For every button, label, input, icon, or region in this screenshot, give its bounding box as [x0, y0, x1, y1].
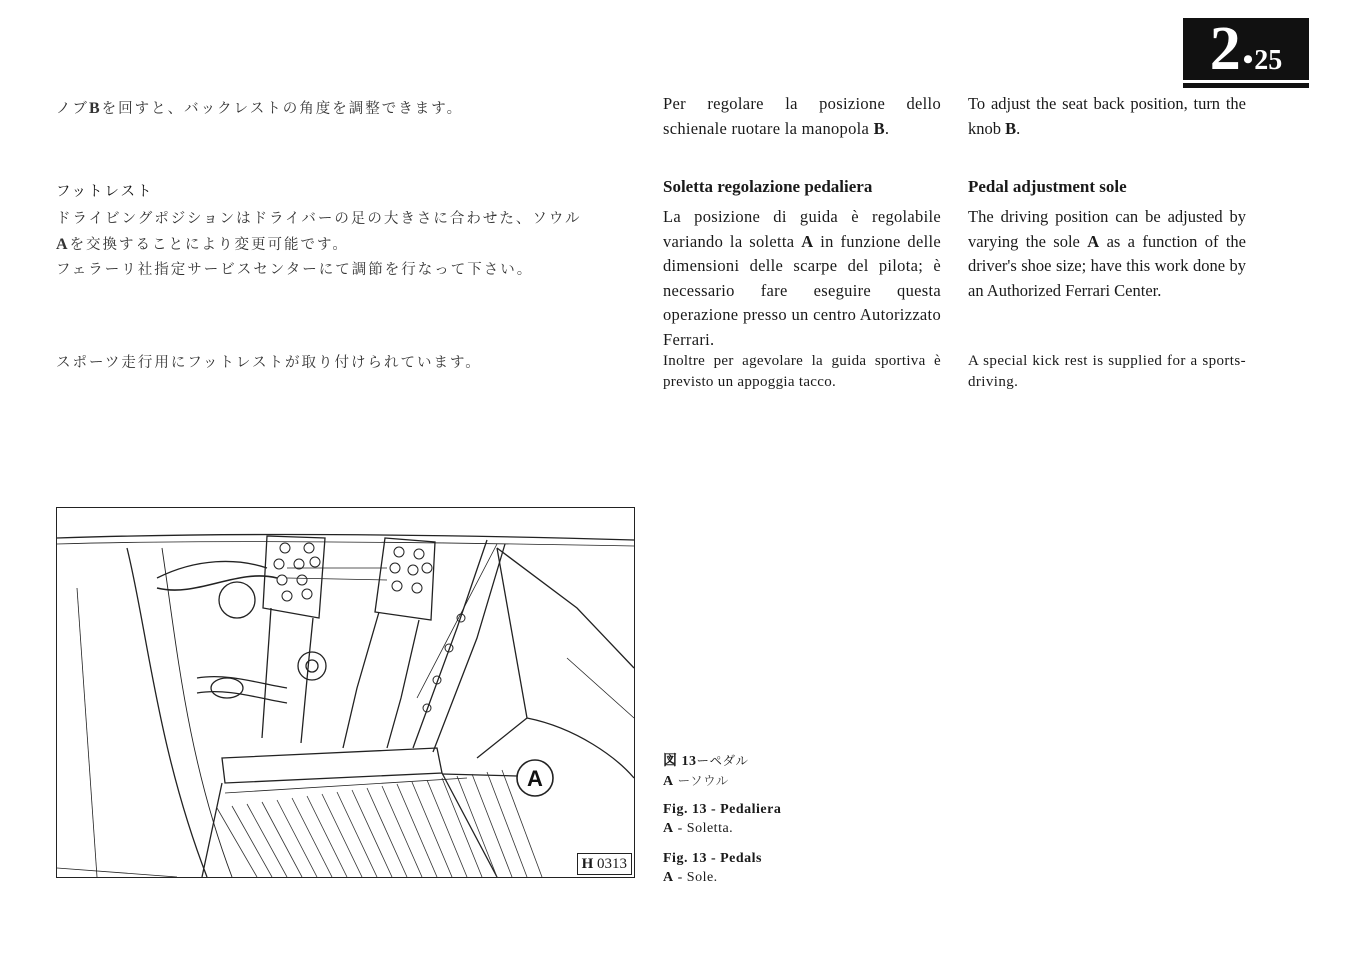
- jp-footrest-heading: フットレスト: [56, 184, 154, 200]
- jp-caption: 図 13ーペダル A ーソウル: [663, 753, 749, 789]
- header-rule: [1183, 83, 1309, 88]
- chapter-dot: •: [1242, 43, 1254, 76]
- en-kick-rest-text: A special kick rest is supplied for a sports-driving.: [968, 353, 1246, 390]
- page-number: 25: [1254, 45, 1283, 76]
- pedal-illustration: [57, 508, 634, 877]
- pedal-figure: [56, 507, 635, 878]
- en-heading: Pedal adjustment sole: [968, 177, 1127, 196]
- jp-footrest-text: ドライビングポジションはドライバーの足の大きさに合わせた、ソウル Aを交換することにより変更可能です。 フェラーリ社指定サービスセンターにて調節を行なって下さい。: [56, 211, 582, 278]
- it-body-text: La posizione di guida è regolabile variando la soletta A in funzione delle dimensioni delle scarpe del pilota; è necessario fare eseguire questa operazione presso un centro Autorizzato Ferrari.: [663, 207, 941, 349]
- figure-code: H 0313: [577, 853, 632, 875]
- figure-callout-a: A: [527, 766, 543, 791]
- page-number-badge: [1183, 15, 1309, 83]
- it-seat-back-text: Per regolare la posizione dello schienale ruotare la manopola B.: [663, 94, 941, 138]
- it-heading: Soletta regolazione pedaliera: [663, 177, 873, 196]
- chapter-number: 2: [1209, 15, 1240, 83]
- it-caption: Fig. 13 - Pedaliera A - Soletta.: [663, 802, 782, 836]
- en-body-text: The driving position can be adjusted by varying the sole A as a function of the driver's shoe size; have this work done by an Authorized Ferrari Center.: [968, 207, 1247, 300]
- jp-kick-rest-text: スポーツ走行用にフットレストが取り付けられています。: [56, 355, 482, 371]
- en-caption: Fig. 13 - Pedals A - Sole.: [663, 851, 762, 885]
- en-seat-back-text: To adjust the seat back position, turn the knob B.: [968, 94, 1246, 138]
- jp-seat-back-text: ノブBを回すと、バックレストの角度を調整できます。: [56, 100, 464, 117]
- it-kick-rest-text: Inoltre per agevolare la guida sportiva è previsto un appoggia tacco.: [663, 353, 941, 390]
